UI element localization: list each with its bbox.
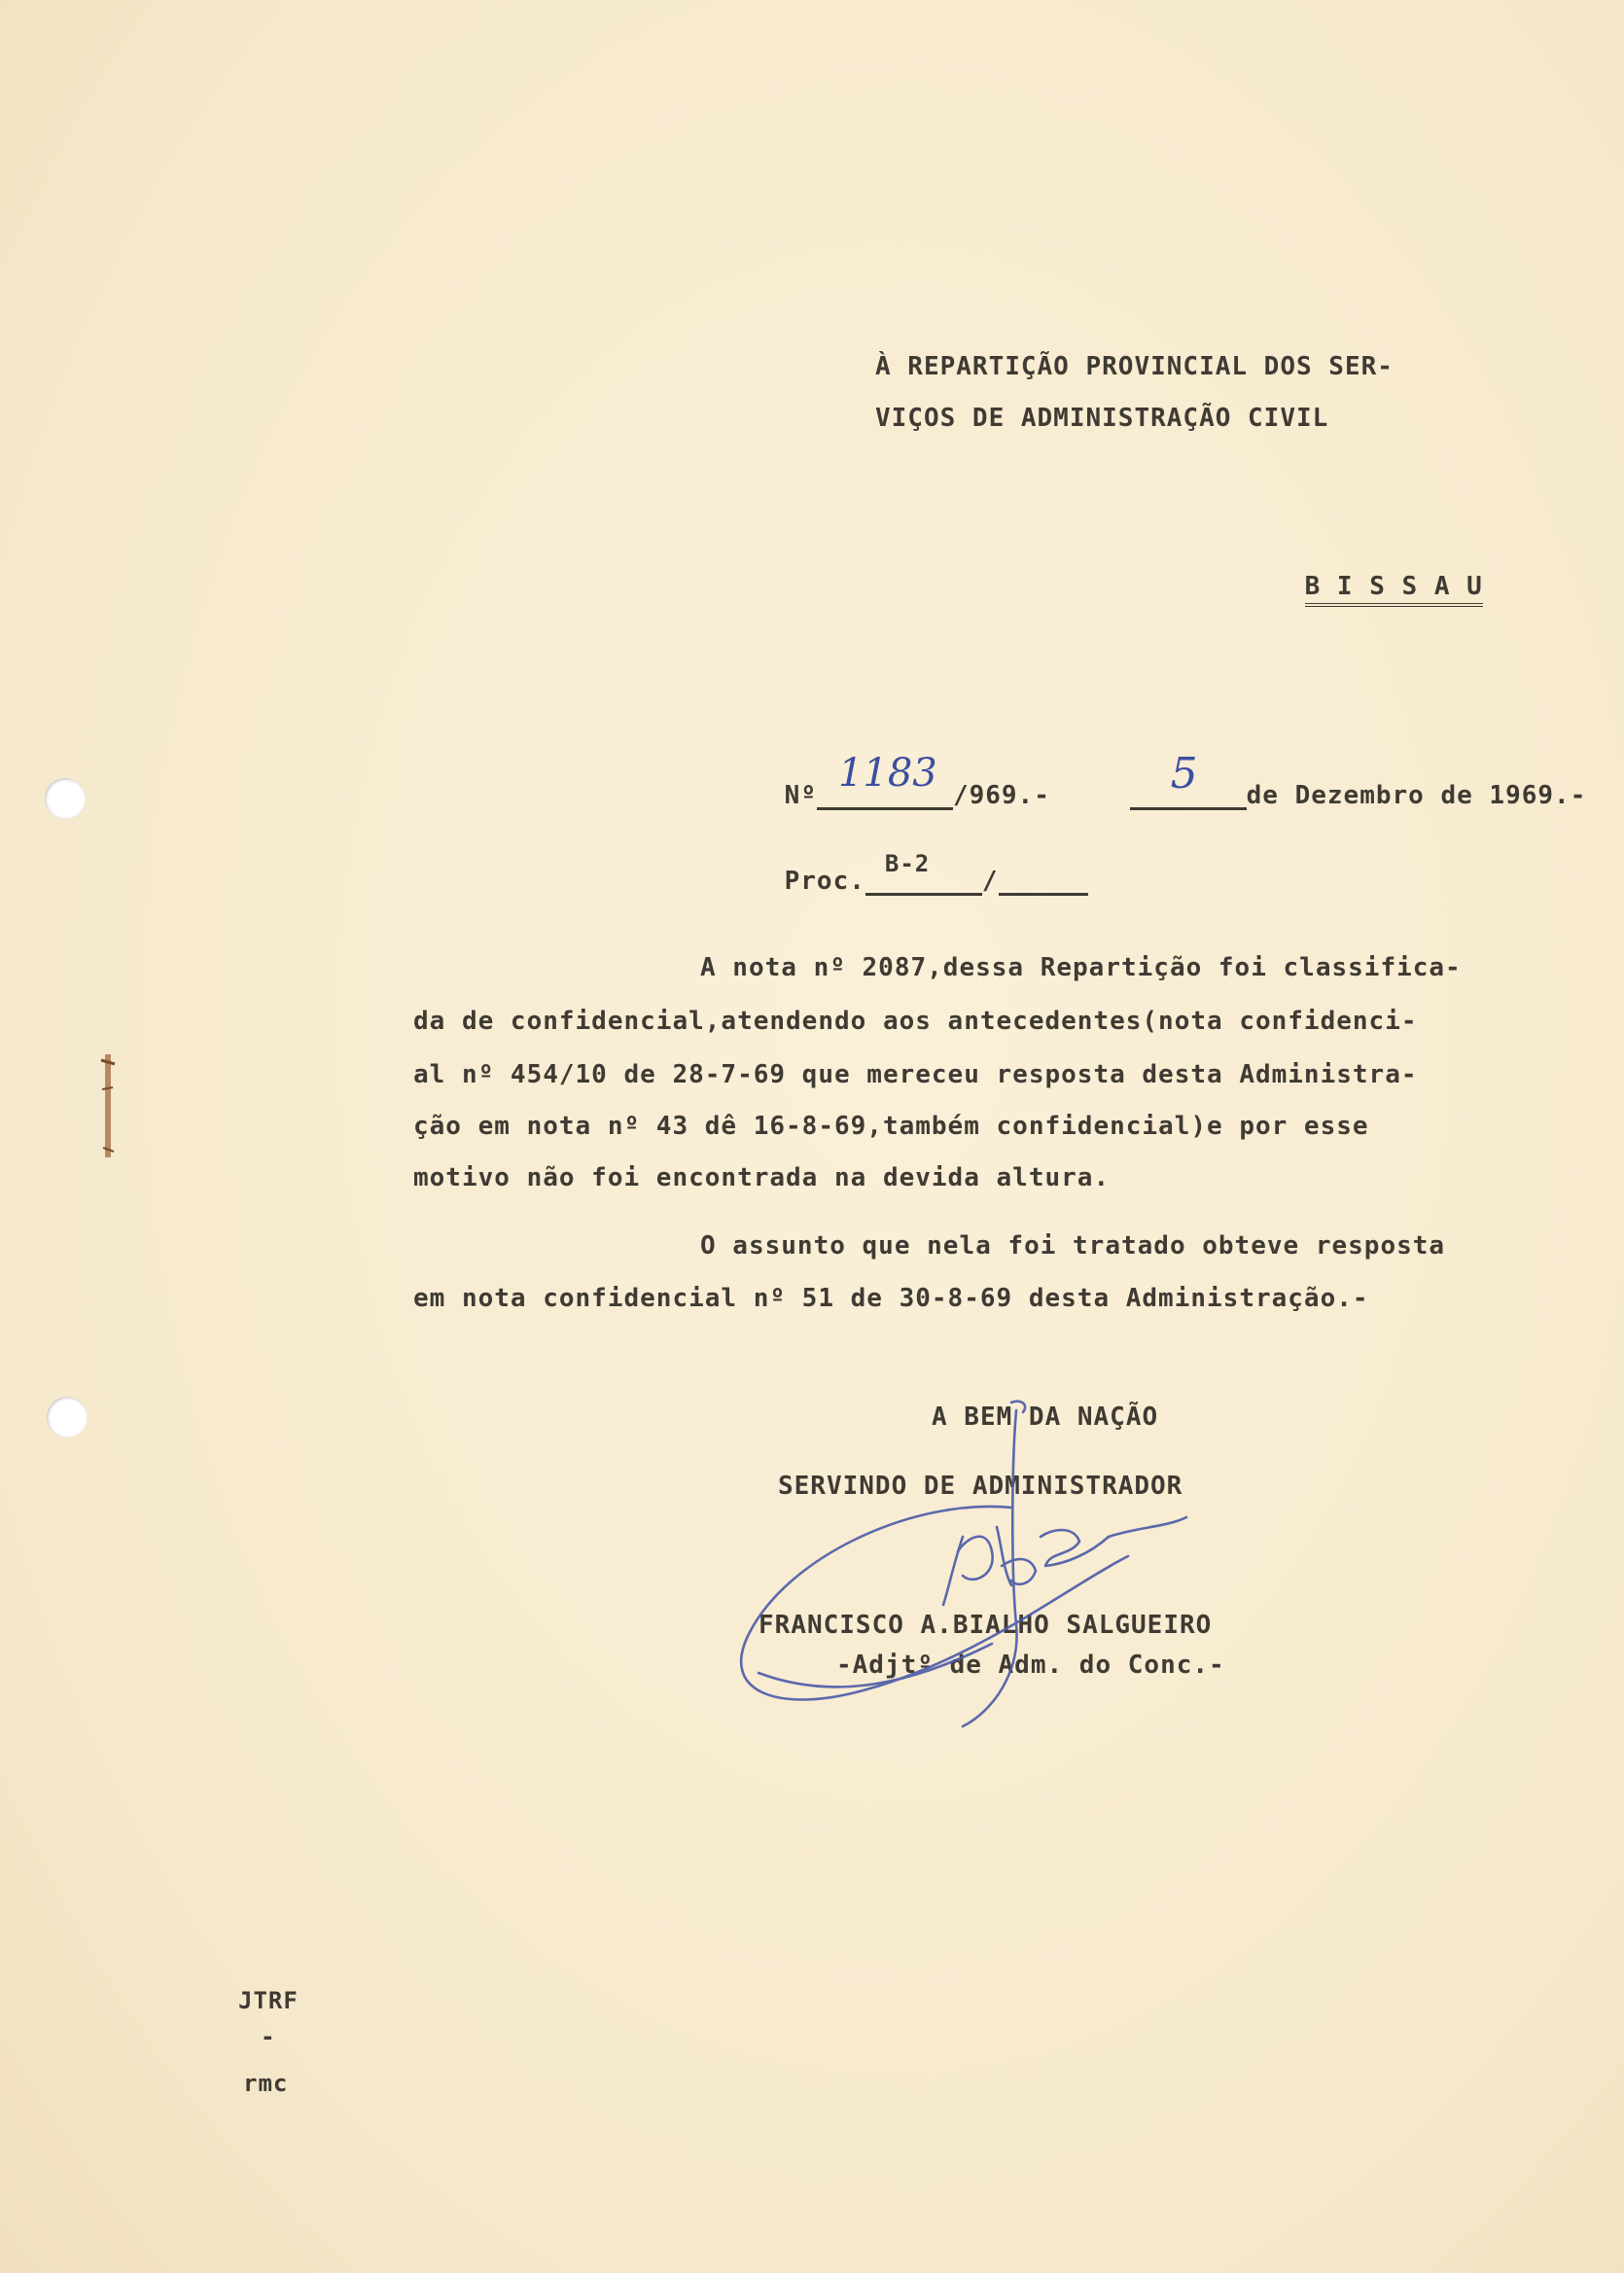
proc-line (720, 835, 1088, 925)
initials-line-2: - (261, 2023, 276, 2050)
city-text: B I S S A U (1305, 572, 1483, 607)
addressee-city (1240, 543, 1483, 636)
number-label: Nº (784, 781, 817, 810)
body-p2-line-1: O assunto que nela foi tratado obteve resposta (700, 1231, 1446, 1261)
body-p1-line-3: al nº 454/10 de 28-7-69 que mereceu resposta desta Administra- (413, 1060, 1418, 1089)
proc-label: Proc. (784, 867, 865, 896)
number-blank (817, 751, 953, 810)
proc-blank-2 (999, 864, 1088, 896)
punch-hole-top (45, 778, 86, 819)
initials-line-3: rmc (243, 2070, 289, 2097)
handwritten-signature (720, 1381, 1303, 1741)
day-blank (1130, 749, 1247, 810)
proc-blank (865, 850, 982, 896)
date-line (1065, 749, 1586, 839)
signatory-name: FRANCISCO A.BIALHO SALGUEIRO (759, 1611, 1213, 1640)
body-p1-line-1: A nota nº 2087,dessa Repartição foi classifica- (700, 953, 1462, 982)
date-text: de Dezembro de 1969.- (1246, 781, 1587, 810)
body-p1-line-2: da de confidencial,atendendo aos antecedentes(nota confidenci- (413, 1007, 1418, 1036)
initials-line-1: JTRF (238, 1987, 299, 2014)
proc-slash: / (981, 867, 999, 896)
handwritten-day: 5 (1170, 749, 1198, 799)
body-p1-line-5: motivo não foi encontrada na devida altura. (413, 1163, 1111, 1192)
handwritten-number: 1183 (837, 751, 937, 796)
body-p2-line-2: em nota confidencial nº 51 de 30-8-69 desta Administração.- (413, 1284, 1369, 1313)
staple-mark (97, 1050, 121, 1162)
closing-role: SERVINDO DE ADMINISTRADOR (778, 1472, 1183, 1501)
body-p1-line-4: ção em nota nº 43 dê 16-8-69,também confidencial)e por esse (413, 1112, 1369, 1141)
punch-hole-bottom (47, 1397, 88, 1438)
year-suffix: /969.- (952, 781, 1050, 810)
reference-number-line (720, 749, 1050, 839)
signatory-title: -Adjtº de Adm. do Conc.- (836, 1651, 1225, 1680)
closing-salutation: A BEM DA NAÇÃO (932, 1403, 1159, 1432)
proc-value: B-2 (884, 850, 931, 877)
addressee-line-2: VIÇOS DE ADMINISTRAÇÃO CIVIL (875, 404, 1329, 433)
addressee-line-1: À REPARTIÇÃO PROVINCIAL DOS SER- (875, 352, 1394, 381)
